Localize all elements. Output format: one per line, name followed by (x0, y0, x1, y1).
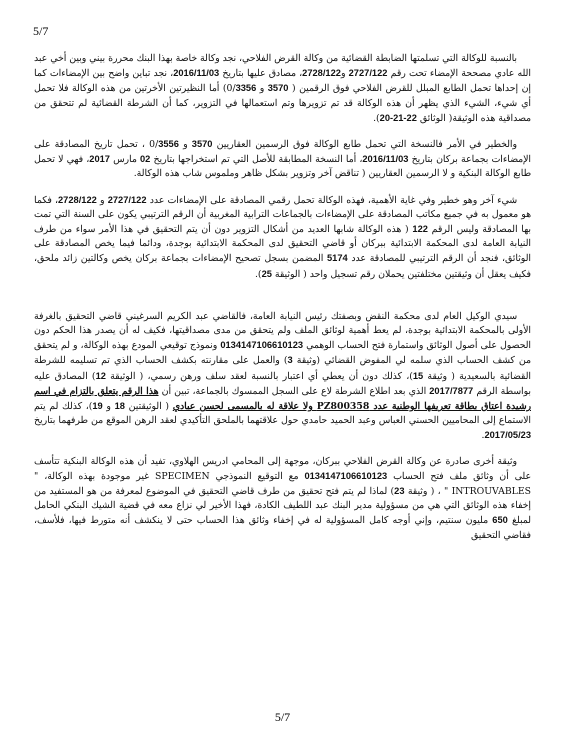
paragraph-text: ) لماذا لم يتم فتح تحقيق من طرف قاضي التحقيق في الموضوع لمعرفة من هو المستفيد من إخفاء هذه الوثائق التي هي من مسؤولية مدير البنك عبد اللطيف الكادة، فهذا الأخير لي نزاع معه في قضية الشيك البنكي الحامل لمبلغ (34, 486, 531, 527)
number-text: 2016/11/03 (173, 68, 220, 79)
paragraph-text: والخطير في الأمر فالنسخة التي تحمل طابع الوكالة فوق الرسمين العقاريين (212, 139, 517, 151)
number-text: 19 (92, 401, 103, 412)
number-text: 02 (139, 154, 151, 165)
number-text: 2727/122 (348, 68, 388, 79)
number-text: 15 (412, 370, 424, 381)
number-text: 18 (114, 401, 125, 412)
number-text: 5174 (327, 253, 348, 264)
number-text: 12 (95, 370, 106, 381)
number-text: 2017 (89, 154, 110, 165)
underlined-text: PZ800358 (316, 401, 370, 413)
paragraph-text: ، فكما هو معمول به في جميع مكاتب المصادقة على الإمضاءات بالجماعات الترابية المغربية أن الرقم الترتيبي يكون على السنة التي تمت بها المصادقة وليس الرقم (34, 194, 532, 236)
paragraph-text: )، كذلك لم يتم الاستماع إلى المحاميين الحسني العباس وعبد الحميد حامدي حول علاقتهما بالملحق التأكيدي لعقد الرهن الموقع من طرفهما بتاريخ (34, 401, 531, 427)
paragraph-text: الذي بعد اطلاع الشرطة لاع على السجل الممسوك بالجماعة، تبين أن (158, 385, 430, 397)
paragraph (34, 455, 531, 543)
number-text: 25 (261, 268, 272, 279)
paragraph-text: و (340, 68, 349, 80)
number-text: 3570 (191, 139, 213, 150)
paragraph-text: و (102, 401, 115, 413)
number-text: 2728/122 (58, 194, 97, 205)
paragraph-text: ، نجد تباين واضح بين الإمضاءات كما إن إحداها تحمل الطابع المبلل للقرض الفلاحي فوق الرقمين ( (34, 68, 531, 95)
document-body (34, 52, 531, 554)
paragraph-text: /0 ، تحمل تاريخ المصادقة على الإمضاءات بجماعة بركان بتاريخ (34, 139, 531, 166)
paragraph-text: مليون سنتيم، وإني أوجه كامل المسؤولية له في إخفاء وثائق هذا الحساب حتى لا ينكشف أنه متورط فيها، فلأسف، فقاضي التحقيق (34, 515, 531, 541)
paragraph-text: ). (254, 268, 262, 280)
number-text: 3570 (267, 83, 289, 94)
number-text: 2728/122 (302, 68, 341, 79)
paragraph-text: و (178, 139, 192, 151)
number-text: 3556 (158, 139, 179, 150)
paragraph-text: سيدي الوكيل العام لدى محكمة النقض وبصفتك رئيس النيابة العامة، فالقاضي عبد الكريم السرغيني قاضي التحقيق بالغرفة الأولى بالمحكمة الابتدائية بوجدة، لم يعط أهمية لوثائق الملف ولم يتحقق من مدى مصداقيتها، فكيف له أن يصدر هذا الحكم دون الحصول على أصول الوثائق واستمارة فتح الحساب الوهمي (34, 310, 531, 352)
paragraph-text: ) والعمل على مقارنته بكشف الحساب الذي تم تسليمه للشرطة القضائية بالسعيدية ( وثيقة (34, 355, 531, 382)
number-text: 2727/122 (107, 194, 147, 205)
paragraph-text: مارس (109, 154, 140, 166)
number-text: 0134147106610123 (304, 470, 388, 481)
number-text: 20-21-22 (379, 112, 417, 123)
number-text: 2017/05/23 (484, 430, 531, 441)
paragraph-text: ). (373, 112, 380, 124)
paragraph-text: ، أما النسخة المطابقة للأصل التي تم استخراجها بتاريخ (150, 154, 363, 166)
paragraph-text: و (256, 83, 268, 95)
paragraph-text: ، مصادق عليها بتاريخ (219, 68, 303, 80)
paragraph-text: ، فهي لا تحمل طابع الوكالة البنكية و لا الرسمين العقاريين ( تناقض آخر وتزوير بشكل ظاهر وملموس شاب هذه الوكالة. (34, 154, 531, 180)
number-text: 2016/11/03 (362, 154, 409, 165)
paragraph-text: المضمن بسجل تصحيح الإمضاءات بجماعة بركان يخص وكالتين زائد ملحق، فكيف يعقل أن وثيقتين مختلفتين يحملان رقم تسجيل واحد ( الوثيقة (34, 253, 531, 280)
number-text: 3 (287, 355, 293, 366)
number-text: 650 (492, 515, 508, 526)
paragraph-text: )، كذلك دون أن يعطي أي اعتبار بالنسبة لعقد سلف ورهن رسمي، ( الوثيقة (105, 370, 413, 382)
number-text: 2017/7877 (429, 385, 474, 396)
underlined-text: ولا علاقة له بالمسمى لحسن عبادي (172, 401, 317, 413)
paragraph-text: /0) أما النظيرتين الأخرتين من هذه الوكالة فلا تحمل أي شيء، الشيء الذي يظهر أن هذه الوكالة قد تم تزويرها وتم استعمالها في التزوير، كما أن الشرطة القضائية لم تتحقق من مصداقية هذه الوثيقة( الوثائق (34, 83, 531, 124)
paragraph (34, 310, 531, 444)
paragraph-text: و (96, 194, 108, 206)
paragraph-text: ( الوثيقتين (124, 401, 173, 413)
paragraph-text: وثيقة أخرى صادرة عن وكالة القرض الفلاحي ببركان، موجهة إلى المحامي ادريس الهلاوي، تفيد أن هذه الوكالة البنكية تتأسف على أن وثائق ملف فتح الحساب (34, 455, 531, 482)
header-page-number: 5/7 (33, 24, 49, 38)
number-text: 23 (394, 486, 405, 497)
paragraph (34, 52, 531, 126)
paragraph-text: بالنسبة للوكالة التي تسلمتها الضابطة القضائية من وكالة القرض الفلاحي، نجد وكالة خاصة بهذا البنك محررة بيني وبين أخي عبد الله عادي مصححة الإمضاء تحت رقم (34, 53, 531, 80)
number-text: 0134147106610123 (220, 340, 304, 351)
number-text: 3356 (235, 83, 257, 94)
paragraph (34, 137, 531, 182)
paragraph-text: ( هذه الوكالة شابها العديد من أشكال التزوير دون أن يتم التحقيق في هذا الأمر سواء من طرف النيابة العامة لدى المحكمة الابتدائية ببركان أو قاضي التحقيق لدى المحكمة الابتدائية بوجدة، ودائما فيما يخص المصادقة على الوثائق، فنجد أن الرقم الترتيبي للمصادقة عدد (34, 224, 532, 265)
underlined-text: هذا الرقم يتعلق بالتزام في اسم رشيدة اعتاق بطاقة تعريفها الوطنية عدد (34, 385, 531, 413)
paragraph-text: مع التوقيع النموذجي SPECIMEN غير موجودة بهذه الوكالة، " INTROUVABLES " ، ( وثيقة (34, 470, 531, 498)
number-text: 122 (412, 224, 428, 235)
paragraph-text: ) المصادق عليه بواسطة الرقم (34, 370, 531, 397)
paragraph-text: شيء آخر وهو خطير وفي غاية الأهمية، فهذه الوكالة تحمل رقمي المصادقة على الإمضاءات عدد (146, 194, 517, 206)
paragraph (34, 193, 531, 282)
paragraph-text: . (481, 430, 485, 442)
paragraph-text: ونموذج توقيعي المودع بهذه الوكالة، و لم يتحقق من كشف الحساب الذي سلمه لي المفوض القضائي (وثيقة (34, 340, 531, 367)
footer-page-number: 5/7 (274, 710, 291, 724)
